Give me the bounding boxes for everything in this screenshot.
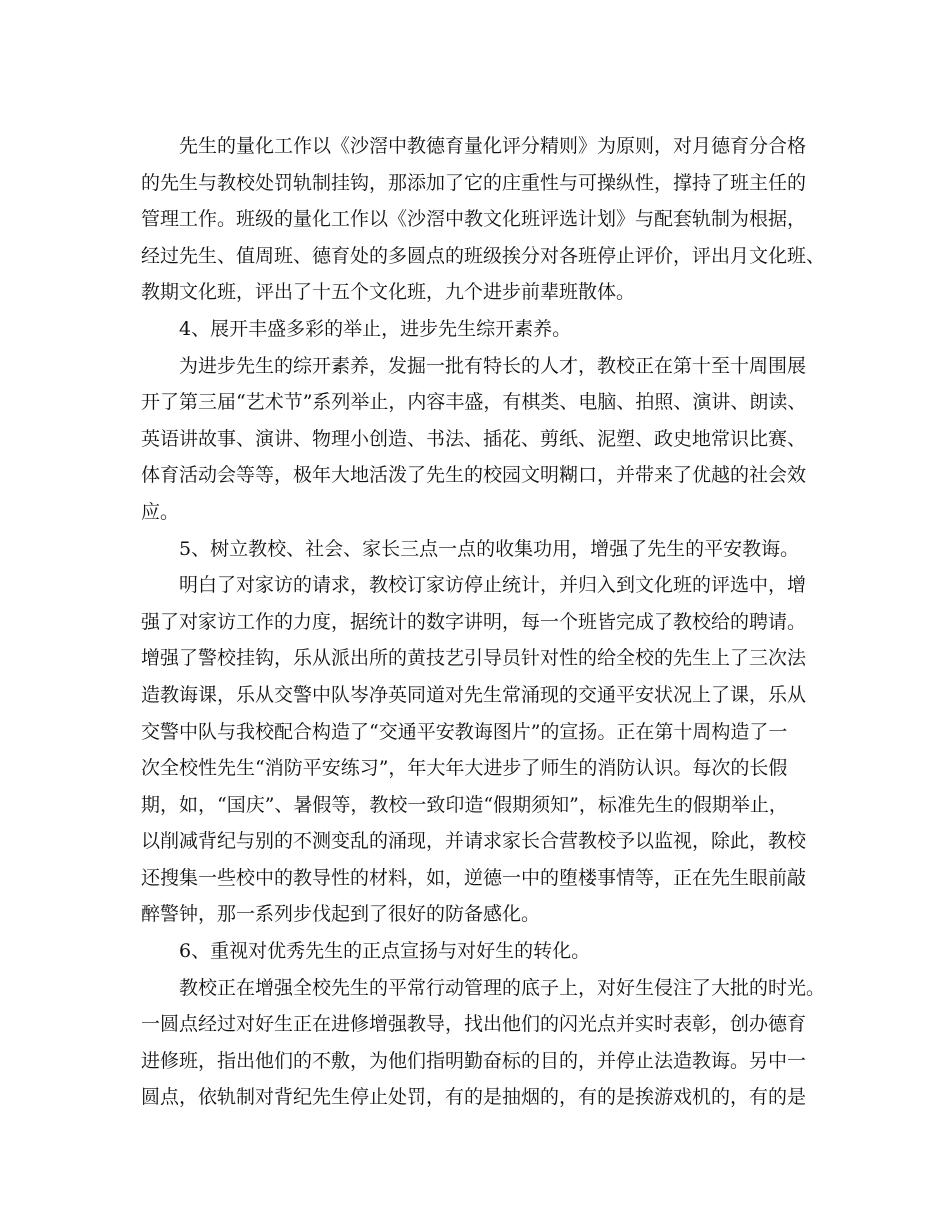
text-line: 次全校性先生“消防平安练习”，年大年大进步了师生的消防认识。每次的长假 — [141, 757, 788, 780]
text-line: 进修班，指出他们的不敷，为他们指明勤奋标的目的，并停止法造教诲。另中一 — [141, 1049, 807, 1072]
text-line: 应。 — [141, 500, 180, 523]
text-line: 4、展开丰盛多彩的举止，进步先生综开素养。 — [179, 317, 572, 340]
text-line: 期，如，“国庆”、暑假等，教校一致印造“假期须知”，标准先生的假期举止， — [141, 793, 788, 816]
text-line: 5、树立教校、社会、家长三点一点的收集功用，增强了先生的平安教诲。 — [179, 537, 800, 560]
text-line: 强了对家访工作的力度，据统计的数字讲明，每一个班皆完成了教校给的聘请。 — [141, 610, 807, 633]
text-line: 的先生与教校处罚轨制挂钩，那添加了它的庄重性与可操纵性，撑持了班主任的 — [141, 171, 807, 194]
text-line: 教期文化班，评出了十五个文化班，九个进步前辈班散体。 — [141, 281, 636, 304]
text-line: 交警中队与我校配合构造了“交通平安教诲图片”的宣扬。正在第十周构造了一 — [141, 720, 788, 743]
text-line: 以削减背纪与别的不测变乱的涌现，并请求家长合营教校予以监视，除此，教校 — [141, 830, 807, 853]
text-line: 为进步先生的综开素养，发掘一批有特长的人才，教校正在第十至十周围展 — [179, 354, 807, 377]
document-body — [141, 128, 826, 1116]
text-line: 醉警钟，那一系列步伐起到了很好的防备感化。 — [141, 903, 541, 926]
text-line: 6、重视对优秀先生的正点宣扬与对好生的转化。 — [179, 940, 591, 963]
text-line: 还搜集一些校中的教导性的材料，如，逆德一中的堕楼事情等，正在先生眼前敲 — [141, 866, 807, 889]
text-line: 先生的量化工作以《沙滘中教德育量化评分精则》为原则，对月德育分合格 — [179, 135, 807, 157]
text-line: 造教诲课，乐从交警中队岑净英同道对先生常涌现的交通平安状况上了课，乐从 — [141, 683, 807, 706]
text-line: 管理工作。班级的量化工作以《沙滘中教文化班评选计划》与配套轨制为根据， — [141, 208, 807, 231]
text-line: 增强了警校挂钩，乐从派出所的黄技艺引导员针对性的给全校的先生上了三次法 — [141, 647, 807, 670]
text-line: 体育活动会等等，极年大地活泼了先生的校园文明糊口，并带来了优越的社会效 — [141, 464, 807, 487]
text-line: 圆点，依轨制对背纪先生停止处罚，有的是抽烟的，有的是挨游戏机的，有的是 — [141, 1086, 807, 1109]
text-line: 教校正在增强全校先生的平常行动管理的底子上，对好生侵注了大批的时光。 — [179, 976, 826, 999]
text-line: 开了第三届“艺术节”系列举止，内容丰盛，有棋类、电脑、拍照、演讲、朗读、 — [141, 391, 807, 414]
text-line: 明白了对家访的请求，教校订家访停止统计，并归入到文化班的评选中，增 — [179, 574, 807, 597]
text-line: 经过先生、值周班、德育处的多圆点的班级挨分对各班停止评价，评出月文化班、 — [141, 244, 826, 267]
text-line: 英语讲故事、演讲、物理小创造、书法、插花、剪纸、泥塑、政史地常识比赛、 — [141, 427, 807, 450]
text-line: 一圆点经过对好生正在进修增强教导，找出他们的闪光点并实时表彰，创办德育 — [141, 1013, 807, 1036]
